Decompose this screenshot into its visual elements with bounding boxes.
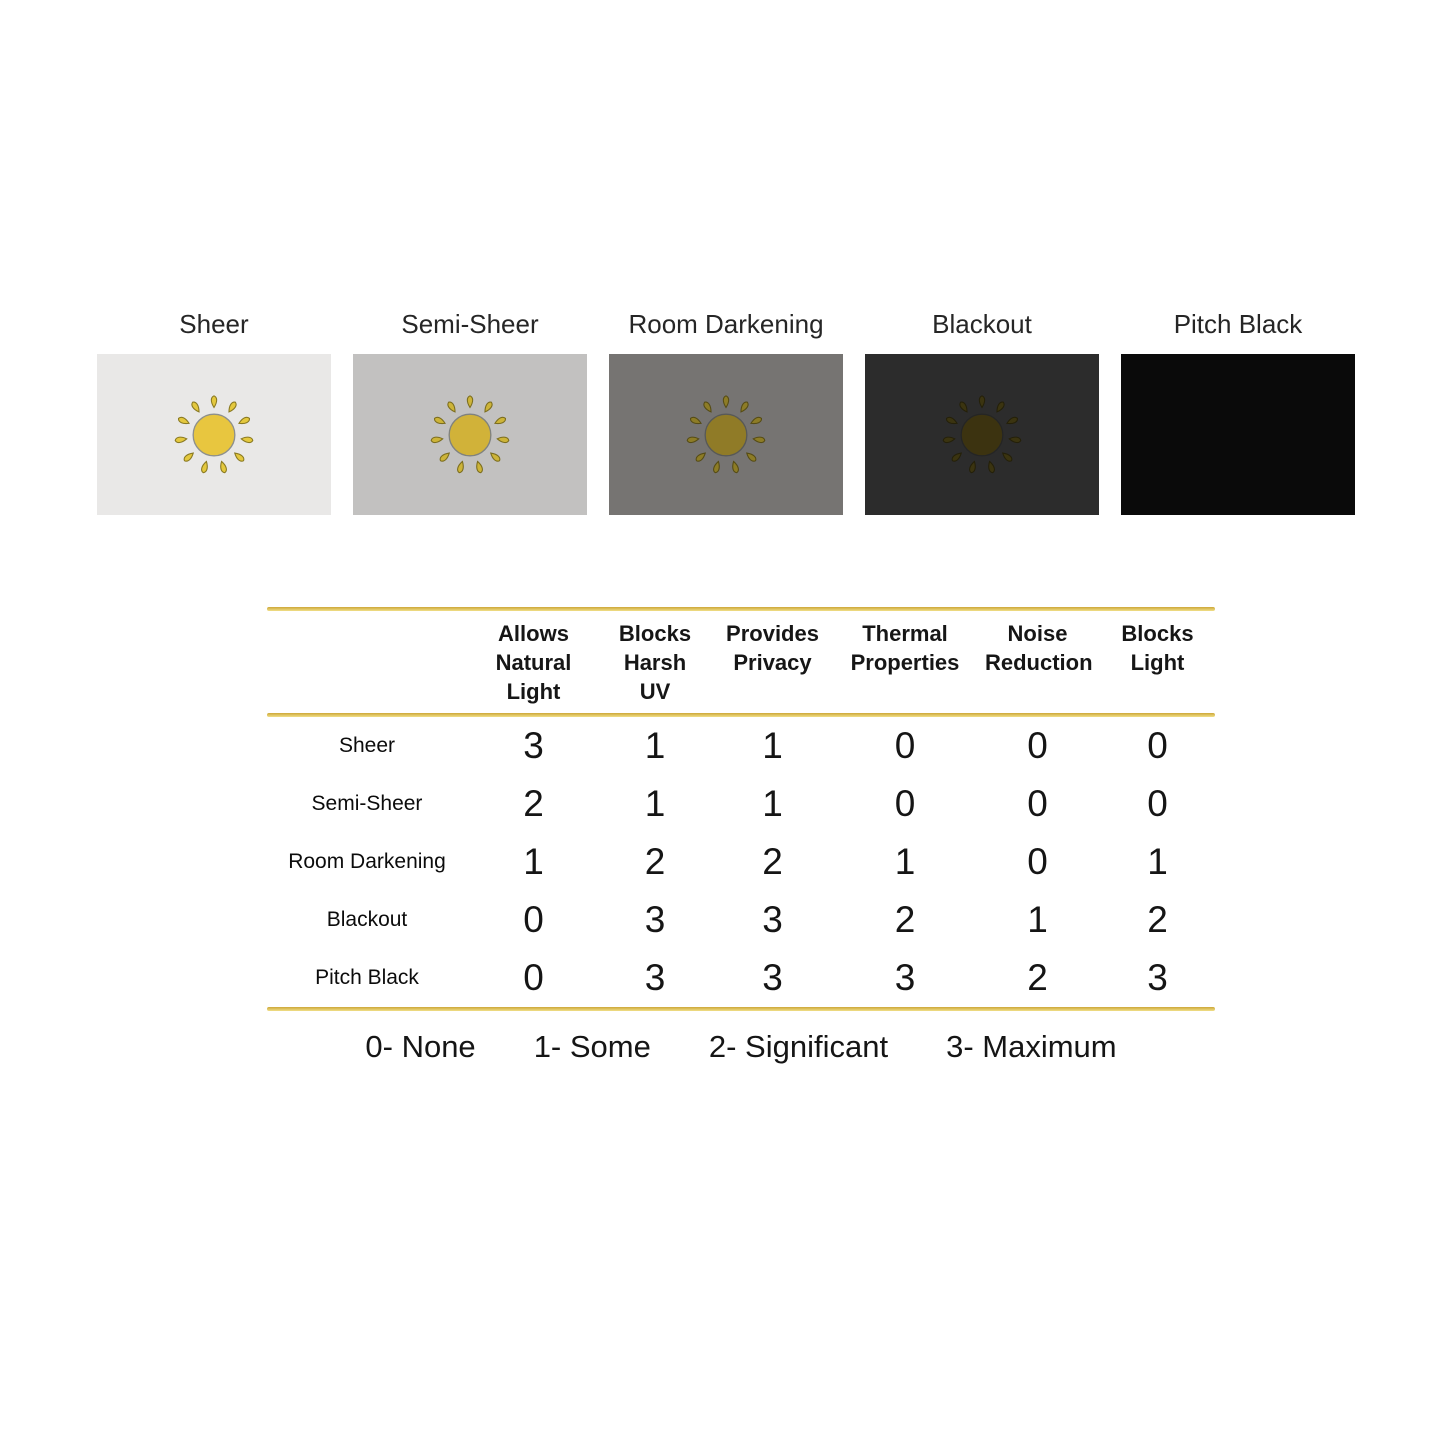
legend-item-none: 0- None bbox=[365, 1029, 476, 1064]
cell-value: 2 bbox=[1027, 957, 1048, 998]
cell-value: 0 bbox=[1147, 725, 1168, 766]
column-header-blocks-harsh-uv: Blocks Harsh UV bbox=[618, 621, 692, 704]
cell-value: 0 bbox=[1147, 783, 1168, 824]
swatch-label: Semi-Sheer bbox=[401, 309, 539, 339]
cell-value: 3 bbox=[762, 957, 783, 998]
cell-value: 3 bbox=[894, 957, 916, 998]
cell-value: 0 bbox=[1027, 783, 1048, 824]
swatch-card-semi-sheer bbox=[353, 306, 587, 515]
row-label-blackout: Blackout bbox=[326, 908, 408, 931]
table-header-row bbox=[267, 611, 1215, 713]
cell-value: 0 bbox=[1027, 725, 1048, 766]
column-header-blocks-light: Blocks Light bbox=[1121, 621, 1194, 675]
rating-scale-legend bbox=[267, 1029, 1215, 1065]
sun-icon bbox=[932, 385, 1032, 485]
swatch-label: Sheer bbox=[179, 309, 249, 339]
row-label-semi-sheer: Semi-Sheer bbox=[311, 792, 423, 815]
cell-value: 0 bbox=[523, 899, 544, 940]
cell-value: 1 bbox=[1027, 899, 1048, 940]
cell-value: 1 bbox=[523, 841, 544, 882]
cell-value: 1 bbox=[644, 783, 666, 824]
table-body bbox=[267, 717, 1215, 1007]
fabric-swatch-room-darkening bbox=[609, 354, 843, 515]
cell-value: 0 bbox=[894, 783, 916, 824]
column-header-noise-reduction: Noise Reduction bbox=[985, 621, 1093, 675]
cell-value: 2 bbox=[523, 783, 544, 824]
column-header-provides-privacy: Provides Privacy bbox=[726, 621, 819, 675]
cell-value: 3 bbox=[1147, 957, 1168, 998]
legend-item-maximum: 3- Maximum bbox=[946, 1029, 1117, 1064]
cell-value: 2 bbox=[762, 841, 783, 882]
column-header-allows-natural-light: Allows Natural Light bbox=[495, 621, 572, 704]
swatch-label: Pitch Black bbox=[1173, 309, 1303, 339]
cell-value: 1 bbox=[762, 725, 783, 766]
cell-value: 2 bbox=[644, 841, 666, 882]
fabric-swatch-semi-sheer bbox=[353, 354, 587, 515]
row-label-sheer: Sheer bbox=[338, 734, 396, 757]
row-label-pitch-black: Pitch Black bbox=[315, 966, 419, 989]
fabric-swatch-pitch-black bbox=[1121, 354, 1355, 515]
fabric-swatch-sheer bbox=[97, 354, 331, 515]
legend-item-some: 1- Some bbox=[533, 1029, 651, 1064]
cell-value: 1 bbox=[644, 725, 666, 766]
swatch-label: Room Darkening bbox=[628, 309, 824, 339]
fabric-swatch-blackout bbox=[865, 354, 1099, 515]
comparison-table bbox=[267, 607, 1215, 1065]
swatch-card-pitch-black bbox=[1121, 306, 1355, 515]
cell-value: 3 bbox=[644, 957, 666, 998]
column-header-thermal-properties: Thermal Properties bbox=[850, 621, 960, 675]
cell-value: 3 bbox=[762, 899, 783, 940]
header-spacer bbox=[267, 619, 467, 713]
swatch-card-room-darkening bbox=[609, 306, 843, 515]
opacity-swatch-row bbox=[97, 306, 1355, 515]
cell-value: 2 bbox=[894, 899, 916, 940]
swatch-label: Blackout bbox=[932, 309, 1032, 339]
sun-icon bbox=[420, 385, 520, 485]
cell-value: 3 bbox=[523, 725, 544, 766]
swatch-card-sheer bbox=[97, 306, 331, 515]
swatch-card-blackout bbox=[865, 306, 1099, 515]
cell-value: 0 bbox=[1027, 841, 1048, 882]
cell-value: 2 bbox=[1147, 899, 1168, 940]
gold-rule-bottom bbox=[267, 1007, 1215, 1011]
cell-value: 0 bbox=[894, 725, 916, 766]
cell-value: 1 bbox=[762, 783, 783, 824]
cell-value: 1 bbox=[1147, 841, 1168, 882]
row-label-room-darkening: Room Darkening bbox=[288, 850, 446, 873]
sun-icon bbox=[676, 385, 776, 485]
legend-item-significant: 2- Significant bbox=[708, 1029, 889, 1064]
cell-value: 0 bbox=[523, 957, 544, 998]
sun-icon bbox=[164, 385, 264, 485]
cell-value: 3 bbox=[644, 899, 666, 940]
cell-value: 1 bbox=[894, 841, 916, 882]
